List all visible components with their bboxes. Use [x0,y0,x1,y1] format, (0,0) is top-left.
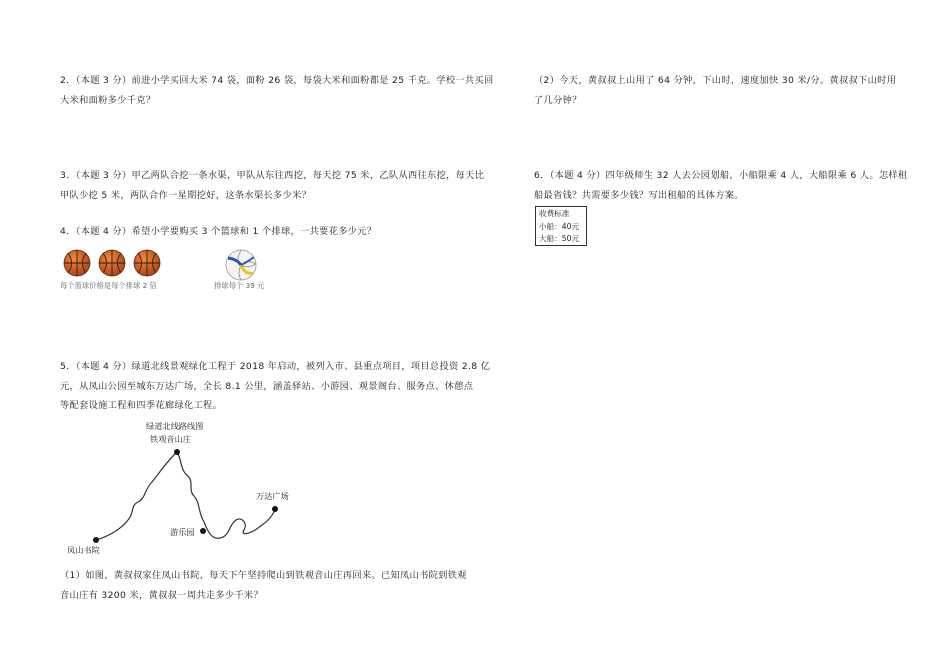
question-2-line-2: 大米和面粉多少千克？ [60,94,156,106]
question-3-line-2: 甲队少挖 5 米，两队合作一星期挖好，这条水渠长多少米？ [60,189,312,201]
fee-big-boat: 大船：50元 [539,234,580,243]
question-3 [60,166,484,205]
map-label-start: 凤山书院 [67,545,100,555]
route-path [96,452,275,540]
question-5-part-1-line-2: 音山庄有 3200 米，黄叔叔一周共走多少千米？ [60,589,263,601]
question-4 [60,222,376,242]
basketball-icon [98,249,126,277]
question-4-text: 4．（本题 4 分）希望小学要购买 3 个篮球和 1 个排球，一共要花多少元？ [60,226,377,237]
fee-title: 收费标准 [539,209,570,218]
map-label-wanda: 万达广场 [256,491,289,501]
question-5-part-1 [60,566,467,605]
park-point [200,528,206,534]
question-3-line-1: 3．（本题 3 分）甲乙两队合挖一条水渠，甲队从东往西挖，每天挖 75 米，乙队从西往东挖，每天比 [60,170,485,181]
question-5-line-1: 5．（本题 4 分）绿道北线景观绿化工程于 2018 年启动，被列入市、县重点项目，项目总投资 2.8 亿 [60,361,491,372]
question-5-part-2 [534,71,896,110]
basketball-icon [133,249,161,277]
question-2 [60,71,494,110]
basketball-icon [63,249,91,277]
fee-table [535,206,587,246]
question-5-part-2-line-2: 了几分钟？ [534,94,582,106]
question-6-line-2: 船最省钱？共需要多少钱？写出租船的具体方案。 [534,189,744,201]
question-6-line-1: 6．（本题 4 分）四年级师生 32 人去公园划船，小船限乘 4 人，大船限乘 6 人。怎样租 [534,170,908,181]
question-5 [60,357,490,416]
map-title: 绿道北线路线图 [146,421,204,431]
question-6 [534,166,907,205]
peak-point [174,449,180,455]
volleyball-icon [225,249,257,281]
route-map [80,440,290,550]
wanda-point [272,506,278,512]
question-5-part-2-line-1: （2）今天，黄叔叔上山用了 64 分钟，下山时，速度加快 30 米/分。黄叔叔下山时用 [534,75,897,86]
volleyball-caption: 排球每个 39 元 [214,281,265,290]
map-label-park: 游乐园 [170,527,195,537]
question-5-line-3: 等配套设施工程和四季花廊绿化工程。 [60,400,223,411]
basketball-caption: 每个篮球价格是每个排球 2 倍 [60,281,157,290]
question-2-line-1: 2．（本题 3 分）前进小学买回大米 74 袋，面粉 26 袋，每袋大米和面粉都是 25 千克。学校一共买回 [60,75,494,86]
map-label-peak: 铁观音山庄 [150,434,191,444]
fee-small-boat: 小船：40元 [539,221,580,231]
start-point [93,537,99,543]
question-5-line-2: 元，从凤山公园至城东万达广场，全长 8.1 公里，涵盖驿站、小游园、观景阁台、服务点、休憩点 [60,380,474,392]
question-5-part-1-line-1: （1）如图，黄叔叔家住凤山书院，每天下午坚持爬山到铁观音山庄再回来。已知凤山书院到铁观 [60,570,467,581]
